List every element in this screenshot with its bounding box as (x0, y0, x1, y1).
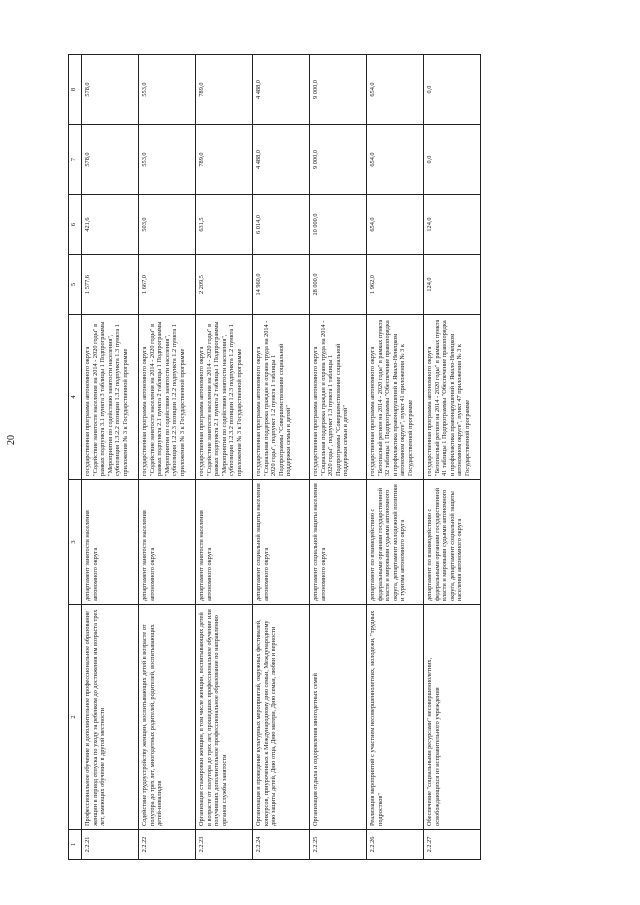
program-cell: государственная программа автономного округа "Социальная поддержка граждан и охрана труда на 2014 - 2020 годы", подпункт 1.2 пункта 1 таблицы 1 Подпрограммы "Совершенствование социальной поддержки семьи и детей" (253, 315, 310, 480)
header-cell: 7 (69, 125, 82, 195)
measures-table (68, 54, 481, 860)
activity-cell: Профессиональное обучение и дополнительное профессиональное образование женщин в период отпуска по уходу за ребенком до достижения им возраста трех лет, имеющих обучение в другой местности (82, 605, 139, 830)
value-cell: 9 000,0 (310, 125, 367, 195)
program-cell: государственная программа автономного округа "Содействие занятости населения на 2014 - 2020 годы" в рамках подпункта 2.1 пункта 2 таблицы 1 Подпрограммы "Мероприятия по содействию занятости населения", субпозиция 1.2.3.2 позиции 1.2.3 подпункта 1.2 пункта 1 приложения № 3 к Государственной программе (196, 315, 253, 480)
value-cell: 6 014,0 (253, 195, 310, 255)
executor-cell: департамент занятости населения автономного округа (139, 480, 196, 605)
row-id-cell: 2.2.27 (424, 830, 481, 860)
value-cell: 0,0 (424, 55, 481, 125)
program-cell: государственная программа автономного округа "Безопасный регион на 2014 - 2020 годы" в рамках пункта 32 таблицы 1 Подпрограммы "Обеспечение правопорядка и профилактика правонарушений в Ямало-Ненецком автономном округе", пункт 41 приложения № 3 к Государственной программе (367, 315, 424, 480)
value-cell: 578,0 (82, 55, 139, 125)
row-id-cell: 2.2.25 (310, 830, 367, 860)
header-cell: 6 (69, 195, 82, 255)
activity-cell: Реализация мероприятий с участием несовершеннолетних, молодежи, "трудных подростков" (367, 605, 424, 830)
value-cell: 28 000,0 (310, 255, 367, 315)
table-row (82, 55, 139, 860)
value-cell: 421,6 (82, 195, 139, 255)
table-row (139, 55, 196, 860)
table-row (367, 55, 424, 860)
table-row (253, 55, 310, 860)
value-cell: 2 209,5 (196, 255, 253, 315)
executor-cell: департамент социальной защиты населения автономного округа (310, 480, 367, 605)
value-cell: 124,0 (424, 195, 481, 255)
header-cell: 8 (69, 55, 82, 125)
executor-cell: департамент занятости населения автономного округа (82, 480, 139, 605)
program-cell: государственная программа автономного округа "Содействие занятости населения на 2014 - 2020 годы" в рамках подпункта 2.1 пункта 2 таблицы 1 Подпрограммы "Мероприятия по содействию занятости населения", субпозиция 1.2.2.3 позиции 1.2.2 подпункта 1.2 пункта 1 приложения № 3 к Государственной программе (139, 315, 196, 480)
value-cell: 1 667,0 (139, 255, 196, 315)
value-cell: 1 962,0 (367, 255, 424, 315)
value-cell: 553,0 (139, 125, 196, 195)
row-id-cell: 2.2.22 (139, 830, 196, 860)
activity-cell: Организация отдыха и оздоровления многодетных семей (310, 605, 367, 830)
row-id-cell: 2.2.23 (196, 830, 253, 860)
value-cell: 654,0 (367, 55, 424, 125)
program-cell: государственная программа автономного округа "Социальная поддержка граждан и охрана труда на 2014 - 2020 годы", подпункт 1.3 пункта 1 таблицы 1 Подпрограммы "Совершенствование социальной поддержки семьи и детей" (310, 315, 367, 480)
value-cell: 4 488,0 (253, 125, 310, 195)
activity-cell: Обеспечение "социальными ресурсами" несовершеннолетних, освобождающихся из исправительного учреждения (424, 605, 481, 830)
value-cell: 553,0 (139, 55, 196, 125)
program-cell: государственная программа автономного округа "Безопасный регион на 2014 - 2020 годы" в рамках пункта 41 таблицы 1 Подпрограммы "Обеспечение правопорядка и профилактика правонарушений в Ямало-Ненецком автономном округе", пункт 47 приложения № 3 к Государственной программе (424, 315, 481, 480)
value-cell: 0,0 (424, 125, 481, 195)
table-row (310, 55, 367, 860)
value-cell: 9 000,0 (310, 55, 367, 125)
executor-cell: департамент занятости населения автономного округа (196, 480, 253, 605)
table-row (424, 55, 481, 860)
row-id-cell: 2.2.26 (367, 830, 424, 860)
value-cell: 631,5 (196, 195, 253, 255)
header-cell: 3 (69, 480, 82, 605)
row-id-cell: 2.2.24 (253, 830, 310, 860)
value-cell: 4 488,0 (253, 55, 310, 125)
value-cell: 10 000,0 (310, 195, 367, 255)
value-cell: 654,0 (367, 195, 424, 255)
header-cell: 4 (69, 315, 82, 480)
rotated-page (68, 55, 528, 860)
value-cell: 124,0 (424, 255, 481, 315)
executor-cell: департамент по взаимодействию с федеральными органами государственной власти и мировыми судьями автономного округа, департамент социальной защиты населения автономного округа (424, 480, 481, 605)
activity-cell: Организация и проведение культурных мероприятий, окружных фестивалей, конкурсов, приуроченных к Международному дню семьи, Международному дню защиты детей, Дню отца, Дню матери, Дню семьи, любви и верности (253, 605, 310, 830)
activity-cell: Организация стажировки женщин, в том числе женщин, воспитывающих детей в возрасте от полутора до трех лет, прошедших профессиональное обучение или получивших дополнительное профессиональное образование по направлению органов службы занятости (196, 605, 253, 830)
header-cell: 2 (69, 605, 82, 830)
value-cell: 503,0 (139, 195, 196, 255)
row-id-cell: 2.2.21 (82, 830, 139, 860)
value-cell: 654,0 (367, 125, 424, 195)
page-number: 20 (6, 435, 17, 445)
executor-cell: департамент по взаимодействию с федеральными органами государственной власти и мировыми судьями автономного округа, департамент молодежной политики и туризма автономного округа (367, 480, 424, 605)
table-row (196, 55, 253, 860)
header-cell: 1 (69, 830, 82, 860)
header-row (69, 55, 82, 860)
header-cell: 5 (69, 255, 82, 315)
value-cell: 789,0 (196, 125, 253, 195)
value-cell: 1 577,6 (82, 255, 139, 315)
program-cell: государственная программа автономного округа "Содействие занятости населения на 2014 - 2020 годы" в рамках подпункта 3.1 пункта 3 таблицы 1 Подпрограммы "Мероприятия по содействию занятости населения", субпозиция 1.3.2.2 позиции 1.3.2 подпункта 1.3 пункта 1 приложения № 3 к Государственной программе (82, 315, 139, 480)
value-cell: 789,0 (196, 55, 253, 125)
value-cell: 578,0 (82, 125, 139, 195)
value-cell: 14 960,0 (253, 255, 310, 315)
executor-cell: департамент социальной защиты населения автономного округа (253, 480, 310, 605)
activity-cell: Содействие трудоустройству женщин, воспитывающих детей в возрасте от полутора до трех лет, многодетных родителей, родителей, воспитывающих детей-инвалидов (139, 605, 196, 830)
